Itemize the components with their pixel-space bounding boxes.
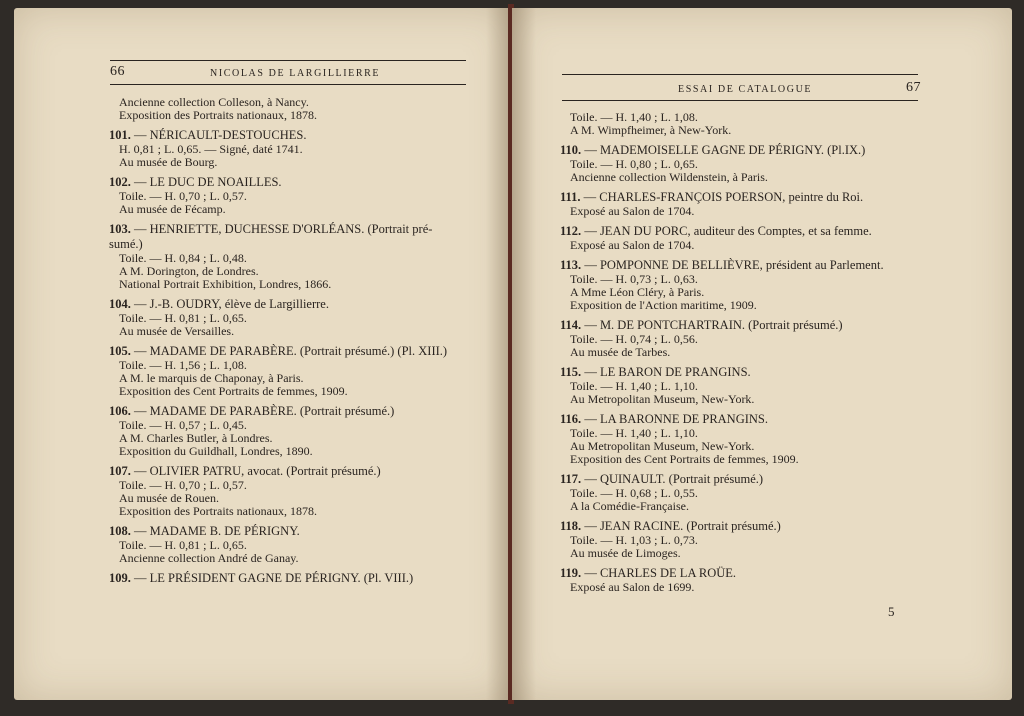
entry-line: A Mme Léon Cléry, à Paris.	[570, 285, 705, 299]
entry-line: Toile. — H. 0,74 ; L. 0,56.	[570, 332, 698, 346]
catalogue-entry	[109, 464, 479, 518]
entry-heading	[560, 190, 950, 205]
entry-title: — LE DUC DE NOAILLES.	[130, 175, 282, 189]
entry-heading	[109, 524, 479, 539]
entry-heading	[560, 318, 950, 333]
signature-mark: 5	[888, 604, 895, 619]
entry-line: H. 0,81 ; L. 0,65. — Signé, daté 1741.	[119, 142, 303, 156]
entry-heading	[560, 143, 950, 158]
entry-line: Toile. — H. 1,40 ; L. 1,10.	[570, 379, 698, 393]
entry-title: — HENRIETTE, DUCHESSE D'ORLÉANS. (Portrait pré-	[130, 222, 433, 236]
entry-line: Toile. — H. 0,81 ; L. 0,65.	[119, 311, 247, 325]
catalogue-entry	[109, 175, 479, 216]
catalogue-entry	[560, 224, 950, 252]
entry-line: Ancienne collection André de Ganay.	[119, 551, 299, 565]
entry-title: — MADEMOISELLE GAGNE DE PÉRIGNY. (Pl.IX.)	[581, 143, 866, 157]
entry-title: — CHARLES-FRANÇOIS POERSON, peintre du Roi.	[580, 190, 864, 204]
entry-title: — QUINAULT. (Portrait présumé.)	[581, 472, 764, 486]
entry-line: Toile. — H. 1,03 ; L. 0,73.	[570, 533, 698, 547]
entry-line: Exposition des Portraits nationaux, 1878.	[119, 108, 317, 122]
left-catalogue-column	[109, 96, 479, 592]
entry-line: Au musée de Bourg.	[119, 155, 218, 169]
entry-number: 117.	[560, 472, 582, 486]
entry-number: 101.	[109, 128, 131, 142]
entry-title: — NÉRICAULT-DESTOUCHES.	[130, 128, 307, 142]
entry-line: Toile. — H. 0,70 ; L. 0,57.	[119, 478, 247, 492]
entry-line: Exposé au Salon de 1704.	[570, 204, 695, 218]
entry-line: Ancienne collection Colleson, à Nancy.	[119, 95, 309, 109]
entry-line: Exposition de l'Action maritime, 1909.	[570, 298, 757, 312]
left-header-rule-top	[110, 60, 466, 61]
entry-heading	[109, 571, 479, 586]
entry-title: — J.-B. OUDRY, élève de Largillierre.	[130, 297, 329, 311]
entry-line: Au musée de Tarbes.	[570, 345, 671, 359]
entry-title: — JEAN RACINE. (Portrait présumé.)	[581, 519, 781, 533]
entry-title: — M. DE PONTCHARTRAIN. (Portrait présumé.)	[581, 318, 843, 332]
catalogue-entry	[109, 404, 479, 458]
entry-number: 102.	[109, 175, 131, 189]
entry-number: 114.	[560, 318, 582, 332]
entry-line: Toile. — H. 1,40 ; L. 1,08.	[570, 110, 698, 124]
entry-heading	[109, 175, 479, 190]
entry-line: Exposé au Salon de 1699.	[570, 580, 695, 594]
entry-line: A M. Charles Butler, à Londres.	[119, 431, 273, 445]
entry-heading	[560, 365, 950, 380]
entry-number: 103.	[109, 222, 131, 236]
right-running-head: ESSAI DE CATALOGUE	[678, 84, 813, 95]
right-catalogue-column	[560, 111, 950, 600]
catalogue-entry	[560, 412, 950, 466]
entry-line: Au Metropolitan Museum, New-York.	[570, 392, 755, 406]
entry-line: A M. Wimpfheimer, à New-York.	[570, 123, 732, 137]
entry-line: Au Metropolitan Museum, New-York.	[570, 439, 755, 453]
entry-title: — LE PRÉSIDENT GAGNE DE PÉRIGNY. (Pl. VIII.)	[130, 571, 414, 585]
catalogue-entry	[560, 318, 950, 359]
entry-line: Toile. — H. 1,40 ; L. 1,10.	[570, 426, 698, 440]
entry-heading	[109, 128, 479, 143]
catalogue-entry	[109, 297, 479, 338]
left-gutter-shadow	[486, 8, 510, 700]
entry-line: Toile. — H. 0,80 ; L. 0,65.	[570, 157, 698, 171]
entry-heading	[560, 224, 950, 239]
right-header-rule-bottom	[562, 100, 918, 101]
left-page-number: 66	[110, 64, 125, 79]
catalogue-entry	[560, 566, 950, 594]
entry-title: — POMPONNE DE BELLIÈVRE, président au Parlement.	[581, 258, 884, 272]
entry-heading	[560, 566, 950, 581]
entry-line: Toile. — H. 0,73 ; L. 0,63.	[570, 272, 698, 286]
entry-line: A M. le marquis de Chaponay, à Paris.	[119, 371, 304, 385]
entry-line: Au musée de Versailles.	[119, 324, 235, 338]
catalogue-entry	[560, 519, 950, 560]
entry-heading	[560, 258, 950, 273]
entry-number: 111.	[560, 190, 581, 204]
entry-line: Ancienne collection Wildenstein, à Paris.	[570, 170, 768, 184]
catalogue-entry	[109, 344, 479, 398]
entry-number: 116.	[560, 412, 582, 426]
entry-heading	[109, 222, 479, 252]
entry-heading	[109, 297, 479, 312]
entry-title: — JEAN DU PORC, auditeur des Comptes, et sa femme.	[581, 224, 872, 238]
entry-number: 107.	[109, 464, 131, 478]
catalogue-entry	[560, 143, 950, 184]
entry-line: Exposé au Salon de 1704.	[570, 238, 695, 252]
entry-line: Toile. — H. 0,57 ; L. 0,45.	[119, 418, 247, 432]
left-page	[14, 8, 510, 700]
entry-line: National Portrait Exhibition, Londres, 1866.	[119, 277, 332, 291]
entry-line: Toile. — H. 0,81 ; L. 0,65.	[119, 538, 247, 552]
catalogue-entry	[560, 365, 950, 406]
catalogue-entry	[109, 524, 479, 565]
entry-line: A M. Dorington, de Londres.	[119, 264, 259, 278]
entry-title-continued: sumé.)	[109, 237, 143, 251]
right-header-rule-top	[562, 74, 918, 75]
entry-line: Toile. — H. 0,68 ; L. 0,55.	[570, 486, 698, 500]
catalogue-entry	[560, 472, 950, 513]
right-page-number: 67	[906, 80, 921, 95]
entry-title: — LA BARONNE DE PRANGINS.	[581, 412, 769, 426]
catalogue-entry	[560, 190, 950, 218]
entry-line: Exposition des Portraits nationaux, 1878.	[119, 504, 317, 518]
right-page	[512, 8, 1012, 700]
entry-title: — MADAME DE PARABÈRE. (Portrait présumé.) (Pl. XIII.)	[130, 344, 448, 358]
entry-line: Toile. — H. 0,84 ; L. 0,48.	[119, 251, 247, 265]
entry-number: 113.	[560, 258, 582, 272]
continued-entry	[560, 111, 950, 137]
entry-line: Au musée de Fécamp.	[119, 202, 226, 216]
entry-number: 106.	[109, 404, 131, 418]
entry-heading	[109, 464, 479, 479]
right-gutter-shadow	[512, 8, 536, 700]
entry-line: Toile. — H. 1,56 ; L. 1,08.	[119, 358, 247, 372]
entry-number: 109.	[109, 571, 131, 585]
entry-number: 105.	[109, 344, 131, 358]
entry-line: A la Comédie-Française.	[570, 499, 689, 513]
left-running-head: NICOLAS DE LARGILLIERRE	[210, 68, 381, 79]
catalogue-entry	[560, 258, 950, 312]
entry-line: Exposition des Cent Portraits de femmes, 1909.	[119, 384, 348, 398]
entry-number: 115.	[560, 365, 582, 379]
entry-title: — MADAME DE PARABÈRE. (Portrait présumé.)	[130, 404, 395, 418]
entry-title: — OLIVIER PATRU, avocat. (Portrait présumé.)	[130, 464, 381, 478]
continued-entry	[109, 96, 479, 122]
entry-number: 119.	[560, 566, 582, 580]
entry-heading	[560, 412, 950, 427]
catalogue-entry	[109, 571, 479, 586]
entry-heading	[560, 519, 950, 534]
entry-line: Toile. — H. 0,70 ; L. 0,57.	[119, 189, 247, 203]
entry-line: Au musée de Limoges.	[570, 546, 681, 560]
entry-number: 118.	[560, 519, 582, 533]
entry-heading	[109, 344, 479, 359]
catalogue-entry	[109, 222, 479, 291]
left-header-rule-bottom	[110, 84, 466, 85]
entry-heading	[560, 472, 950, 487]
entry-line: Au musée de Rouen.	[119, 491, 219, 505]
entry-number: 104.	[109, 297, 131, 311]
entry-line: Exposition des Cent Portraits de femmes, 1909.	[570, 452, 799, 466]
entry-title: — MADAME B. DE PÉRIGNY.	[130, 524, 300, 538]
entry-title: — CHARLES DE LA ROÜE.	[581, 566, 737, 580]
entry-number: 108.	[109, 524, 131, 538]
entry-line: Exposition du Guildhall, Londres, 1890.	[119, 444, 313, 458]
entry-number: 110.	[560, 143, 582, 157]
entry-number: 112.	[560, 224, 582, 238]
entry-heading	[109, 404, 479, 419]
entry-title: — LE BARON DE PRANGINS.	[581, 365, 751, 379]
catalogue-entry	[109, 128, 479, 169]
